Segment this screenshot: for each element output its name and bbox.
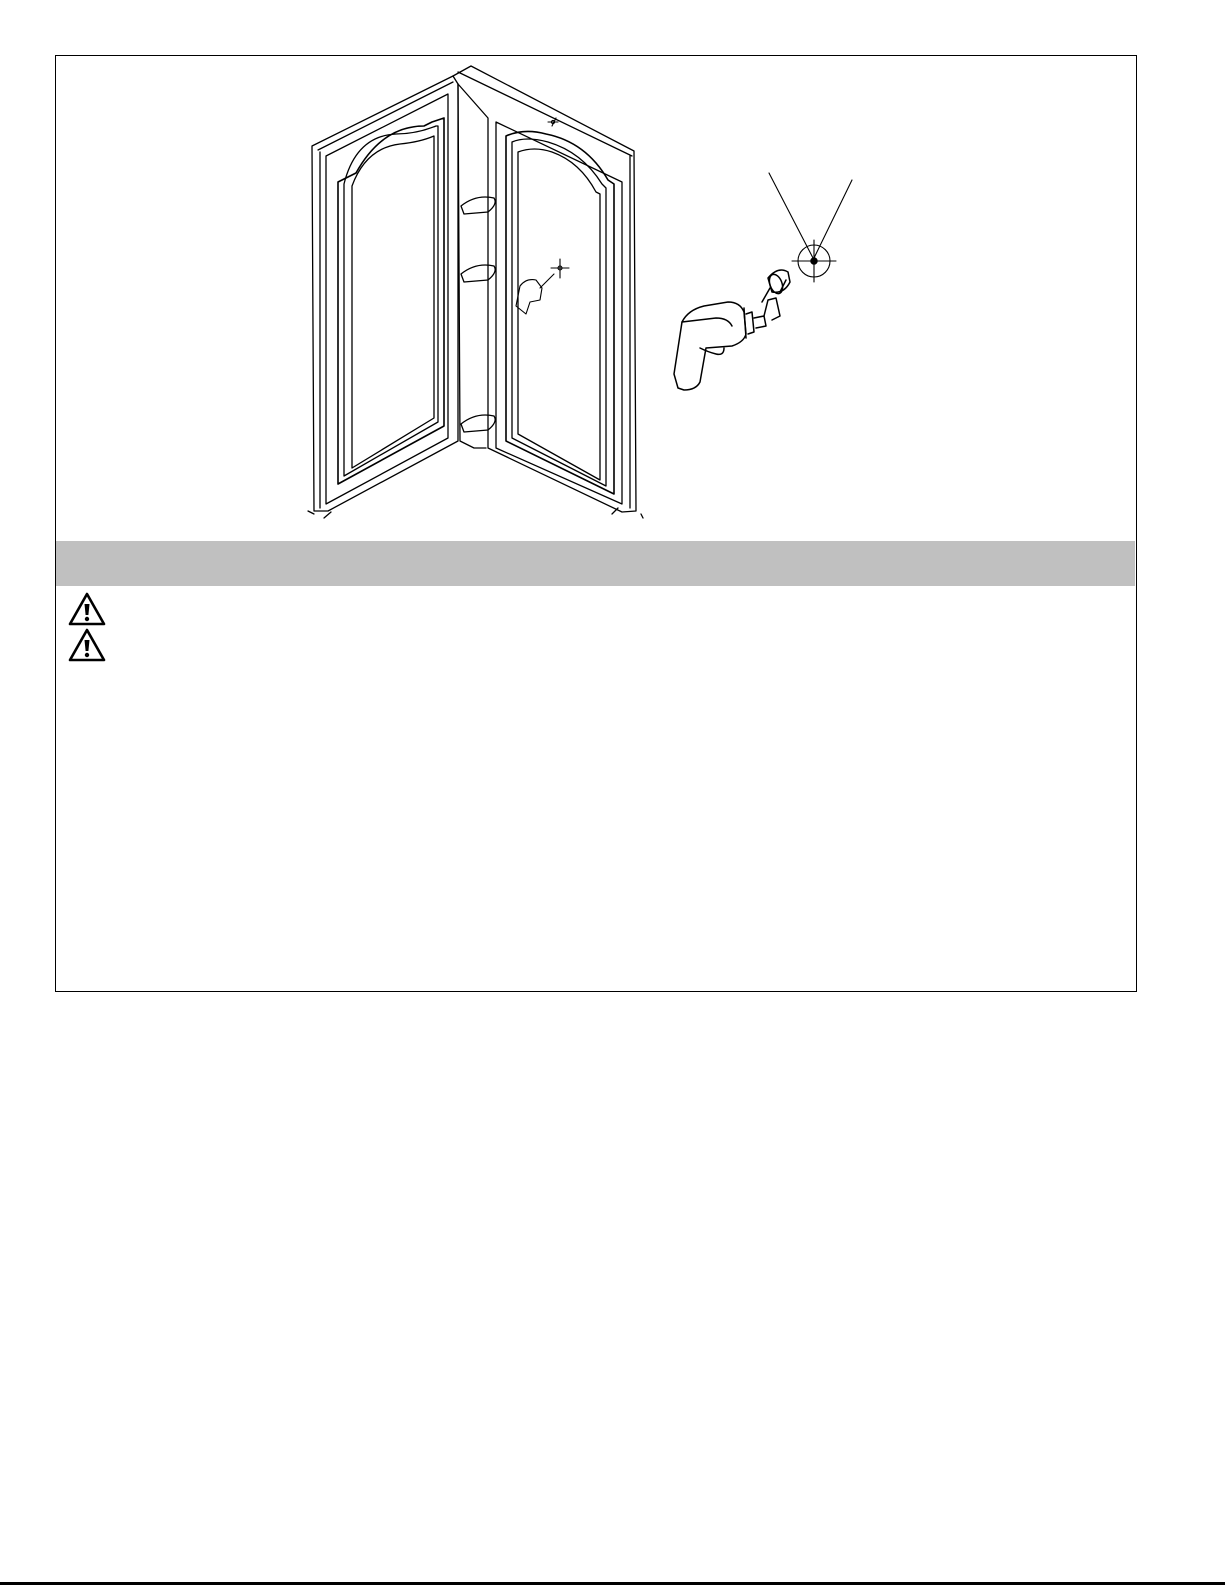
warning-row-1	[68, 592, 116, 626]
corner-shelves	[458, 84, 495, 448]
right-wall-panel	[453, 66, 643, 518]
hole-saw-drill-icon	[674, 270, 790, 390]
warning-triangle-icon	[68, 628, 106, 662]
warning-row-2	[68, 628, 116, 662]
section-banner	[56, 541, 1135, 586]
center-mark-icon	[769, 173, 852, 282]
installation-illustration	[56, 56, 1136, 540]
warning-triangle-icon	[68, 592, 106, 626]
left-wall-panel	[308, 76, 458, 518]
instruction-frame	[55, 55, 1137, 992]
